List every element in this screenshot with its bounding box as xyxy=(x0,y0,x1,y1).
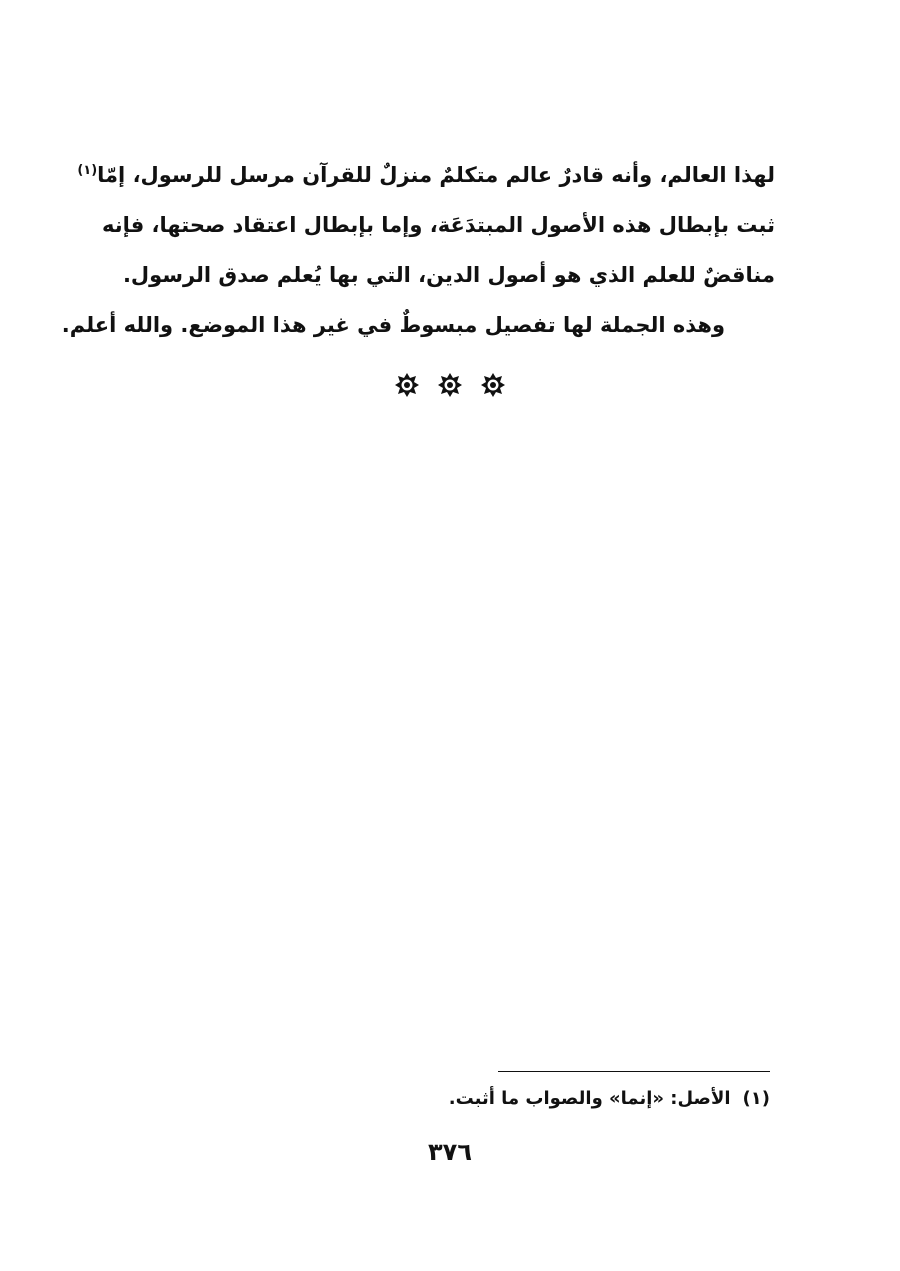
footnote-reference[interactable]: (١) xyxy=(77,163,98,178)
body-line-1: لهذا العالم، وأنه قادرٌ عالم متكلمٌ منزلٌ للقرآن مرسل للرسول، إمّا$^{(١)}$ xyxy=(77,163,775,187)
body-line-4: وهذه الجملة لها تفصيل مبسوطٌ في غير هذا الموضع. والله أعلم. xyxy=(61,313,725,337)
footnote-number: (١) xyxy=(742,1088,770,1109)
footnote-divider xyxy=(498,1071,770,1072)
flower-ornament-icon xyxy=(480,372,506,398)
page-number: ٣٧٦ xyxy=(428,1138,472,1166)
flower-ornament-icon xyxy=(437,372,463,398)
footnote xyxy=(300,1084,770,1114)
main-text-block xyxy=(61,150,775,350)
body-line-3: مناقضٌ للعلم الذي هو أصول الدين، التي بها يُعلم صدق الرسول. xyxy=(122,263,775,287)
section-separator xyxy=(0,372,900,402)
footnote-text: الأصل: «إنما» والصواب ما أثبت. xyxy=(448,1088,731,1109)
flower-ornament-icon xyxy=(394,372,420,398)
body-line-2: ثبت بإبطال هذه الأصول المبتدَعَة، وإما بإبطال اعتقاد صحتها، فإنه xyxy=(101,213,775,237)
